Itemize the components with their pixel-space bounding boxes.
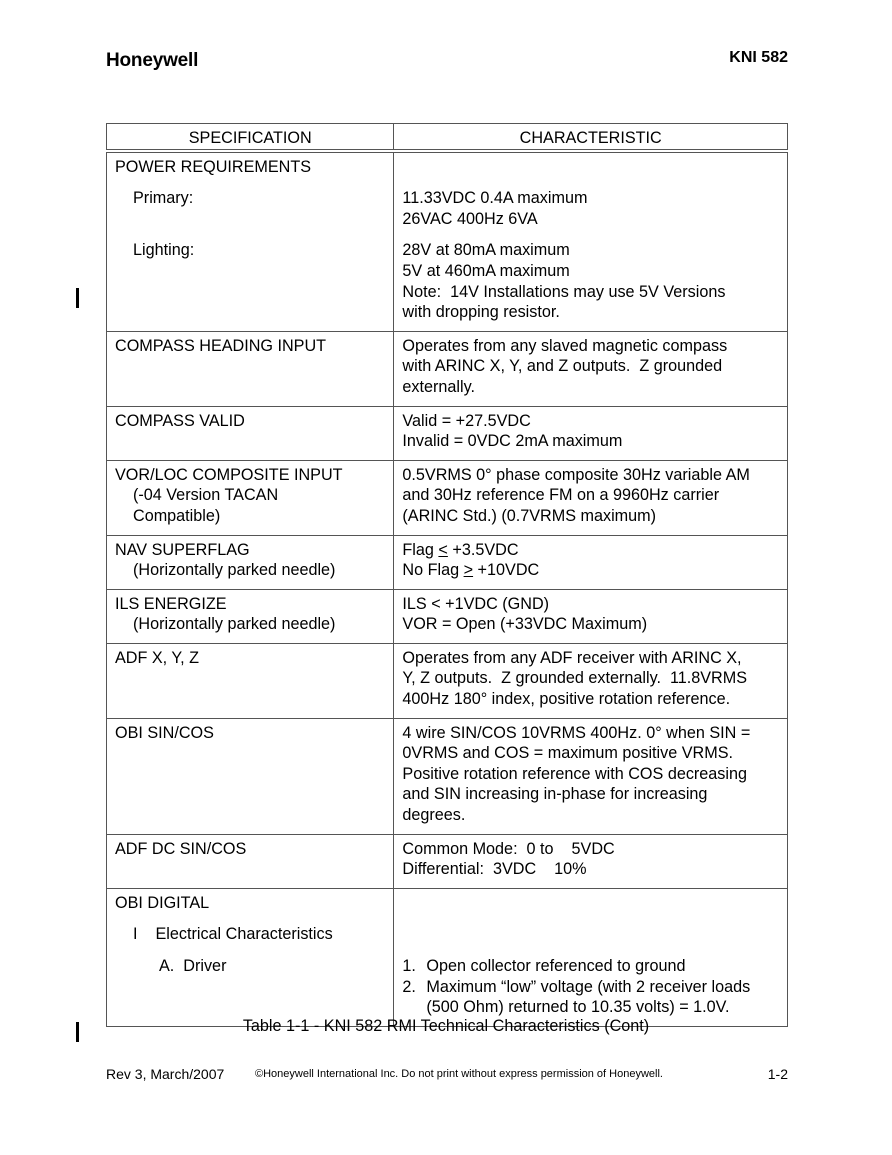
value-line: 0.5VRMS 0° phase composite 30Hz variable AM [402, 465, 750, 484]
table-row [107, 406, 788, 460]
spec-ils-energize: ILS ENERGIZE [115, 594, 227, 613]
value-line: externally. [402, 377, 475, 396]
spec-table [106, 123, 788, 1027]
list-item [402, 977, 783, 998]
value-text: +10VDC [473, 561, 540, 580]
value-line: Invalid = 0VDC 2mA maximum [402, 432, 623, 451]
value-text: No Flag [402, 561, 464, 580]
spec-vor-loc-composite-input: VOR/LOC COMPOSITE INPUT [115, 465, 343, 484]
value-line: ILS < +1VDC (GND) [402, 594, 550, 613]
list-item [402, 956, 783, 977]
value-line: degrees. [402, 806, 466, 825]
table-row [107, 589, 788, 643]
spec-compass-heading-input: COMPASS HEADING INPUT [115, 336, 327, 355]
spec-note: (Horizontally parked needle) [133, 615, 336, 634]
spec-note: (Horizontally parked needle) [133, 561, 336, 580]
spec-power-requirements: POWER REQUIREMENTS [115, 157, 312, 176]
table-row [107, 643, 788, 718]
value-line: Differential: 3VDC 10% [402, 860, 587, 879]
list-text: Maximum “low” voltage (with 2 receiver loads [426, 977, 751, 996]
revision-info: Rev 3, March/2007 [106, 1066, 225, 1082]
value-line: with ARINC X, Y, and Z outputs. Z grounded [402, 357, 723, 376]
spec-electrical-characteristics: I Electrical Characteristics [133, 925, 333, 944]
document-id: KNI 582 [729, 49, 788, 66]
list-text: (500 Ohm) returned to 10.35 volts) = 1.0V. [426, 998, 730, 1017]
spec-primary: Primary: [133, 189, 194, 208]
spec-adf-dc-sin-cos: ADF DC SIN/COS [115, 839, 247, 858]
list-number: 2. [402, 977, 416, 996]
table-row [107, 834, 788, 888]
spec-note: (-04 Version TACAN [133, 486, 279, 505]
table-row [107, 331, 788, 406]
value-line: 400Hz 180° index, positive rotation reference. [402, 690, 731, 709]
value-line: 5V at 460mA maximum [402, 261, 570, 280]
revision-bar [76, 288, 79, 308]
spec-driver: A. Driver [159, 957, 227, 975]
value-line: Common Mode: 0 to 5VDC [402, 839, 615, 858]
table-header-row [107, 124, 788, 151]
value-line: 26VAC 400Hz 6VA [402, 209, 538, 228]
value-line: VOR = Open (+33VDC Maximum) [402, 615, 648, 634]
spec-nav-superflag: NAV SUPERFLAG [115, 540, 250, 559]
table-caption: Table 1-1 - KNI 582 RMI Technical Characteristics (Cont) [242, 1017, 650, 1035]
table-row [107, 888, 788, 1026]
value-line: and 30Hz reference FM on a 9960Hz carrier [402, 486, 720, 505]
value-line: Positive rotation reference with COS decreasing [402, 764, 748, 783]
value-line: Operates from any ADF receiver with ARINC X, [402, 648, 742, 667]
value-line: 28V at 80mA maximum [402, 241, 570, 260]
column-header-characteristic: CHARACTERISTIC [394, 124, 788, 151]
spec-obi-sin-cos: OBI SIN/COS [115, 723, 214, 742]
spec-note: Compatible) [133, 506, 221, 525]
value-text: +3.5VDC [447, 540, 519, 559]
less-equal-symbol: < [438, 540, 448, 559]
column-header-specification: SPECIFICATION [107, 124, 394, 151]
value-line: Valid = +27.5VDC [402, 411, 531, 430]
value-line: and SIN increasing in-phase for increasing [402, 785, 708, 804]
table-row [107, 460, 788, 535]
table-row [107, 151, 788, 332]
value-line: 11.33VDC 0.4A maximum [402, 189, 588, 208]
spec-adf-xyz: ADF X, Y, Z [115, 648, 199, 667]
value-text: Flag [402, 540, 439, 559]
brand-logo: Honeywell [106, 50, 199, 71]
copyright-notice: ©Honeywell International Inc. Do not print without express permission of Honeywell. [255, 1068, 663, 1080]
spec-compass-valid: COMPASS VALID [115, 411, 245, 430]
page-number: 1-2 [767, 1066, 788, 1082]
value-line [402, 560, 783, 581]
value-line [402, 540, 783, 561]
list-text: Open collector referenced to ground [426, 957, 686, 975]
value-line: Note: 14V Installations may use 5V Versions [402, 282, 726, 301]
spec-lighting: Lighting: [133, 241, 195, 260]
value-line: 0VRMS and COS = maximum positive VRMS. [402, 744, 734, 763]
spec-obi-digital: OBI DIGITAL [115, 893, 210, 912]
value-line: Y, Z outputs. Z grounded externally. 11.8VRMS [402, 669, 748, 688]
value-line: with dropping resistor. [402, 303, 560, 322]
value-line: 4 wire SIN/COS 10VRMS 400Hz. 0° when SIN = [402, 723, 751, 742]
value-line: (ARINC Std.) (0.7VRMS maximum) [402, 506, 657, 525]
value-line: Operates from any slaved magnetic compass [402, 336, 728, 355]
greater-equal-symbol: > [463, 561, 474, 580]
table-row [107, 718, 788, 834]
list-number: 1. [402, 957, 416, 975]
table-row [107, 535, 788, 589]
